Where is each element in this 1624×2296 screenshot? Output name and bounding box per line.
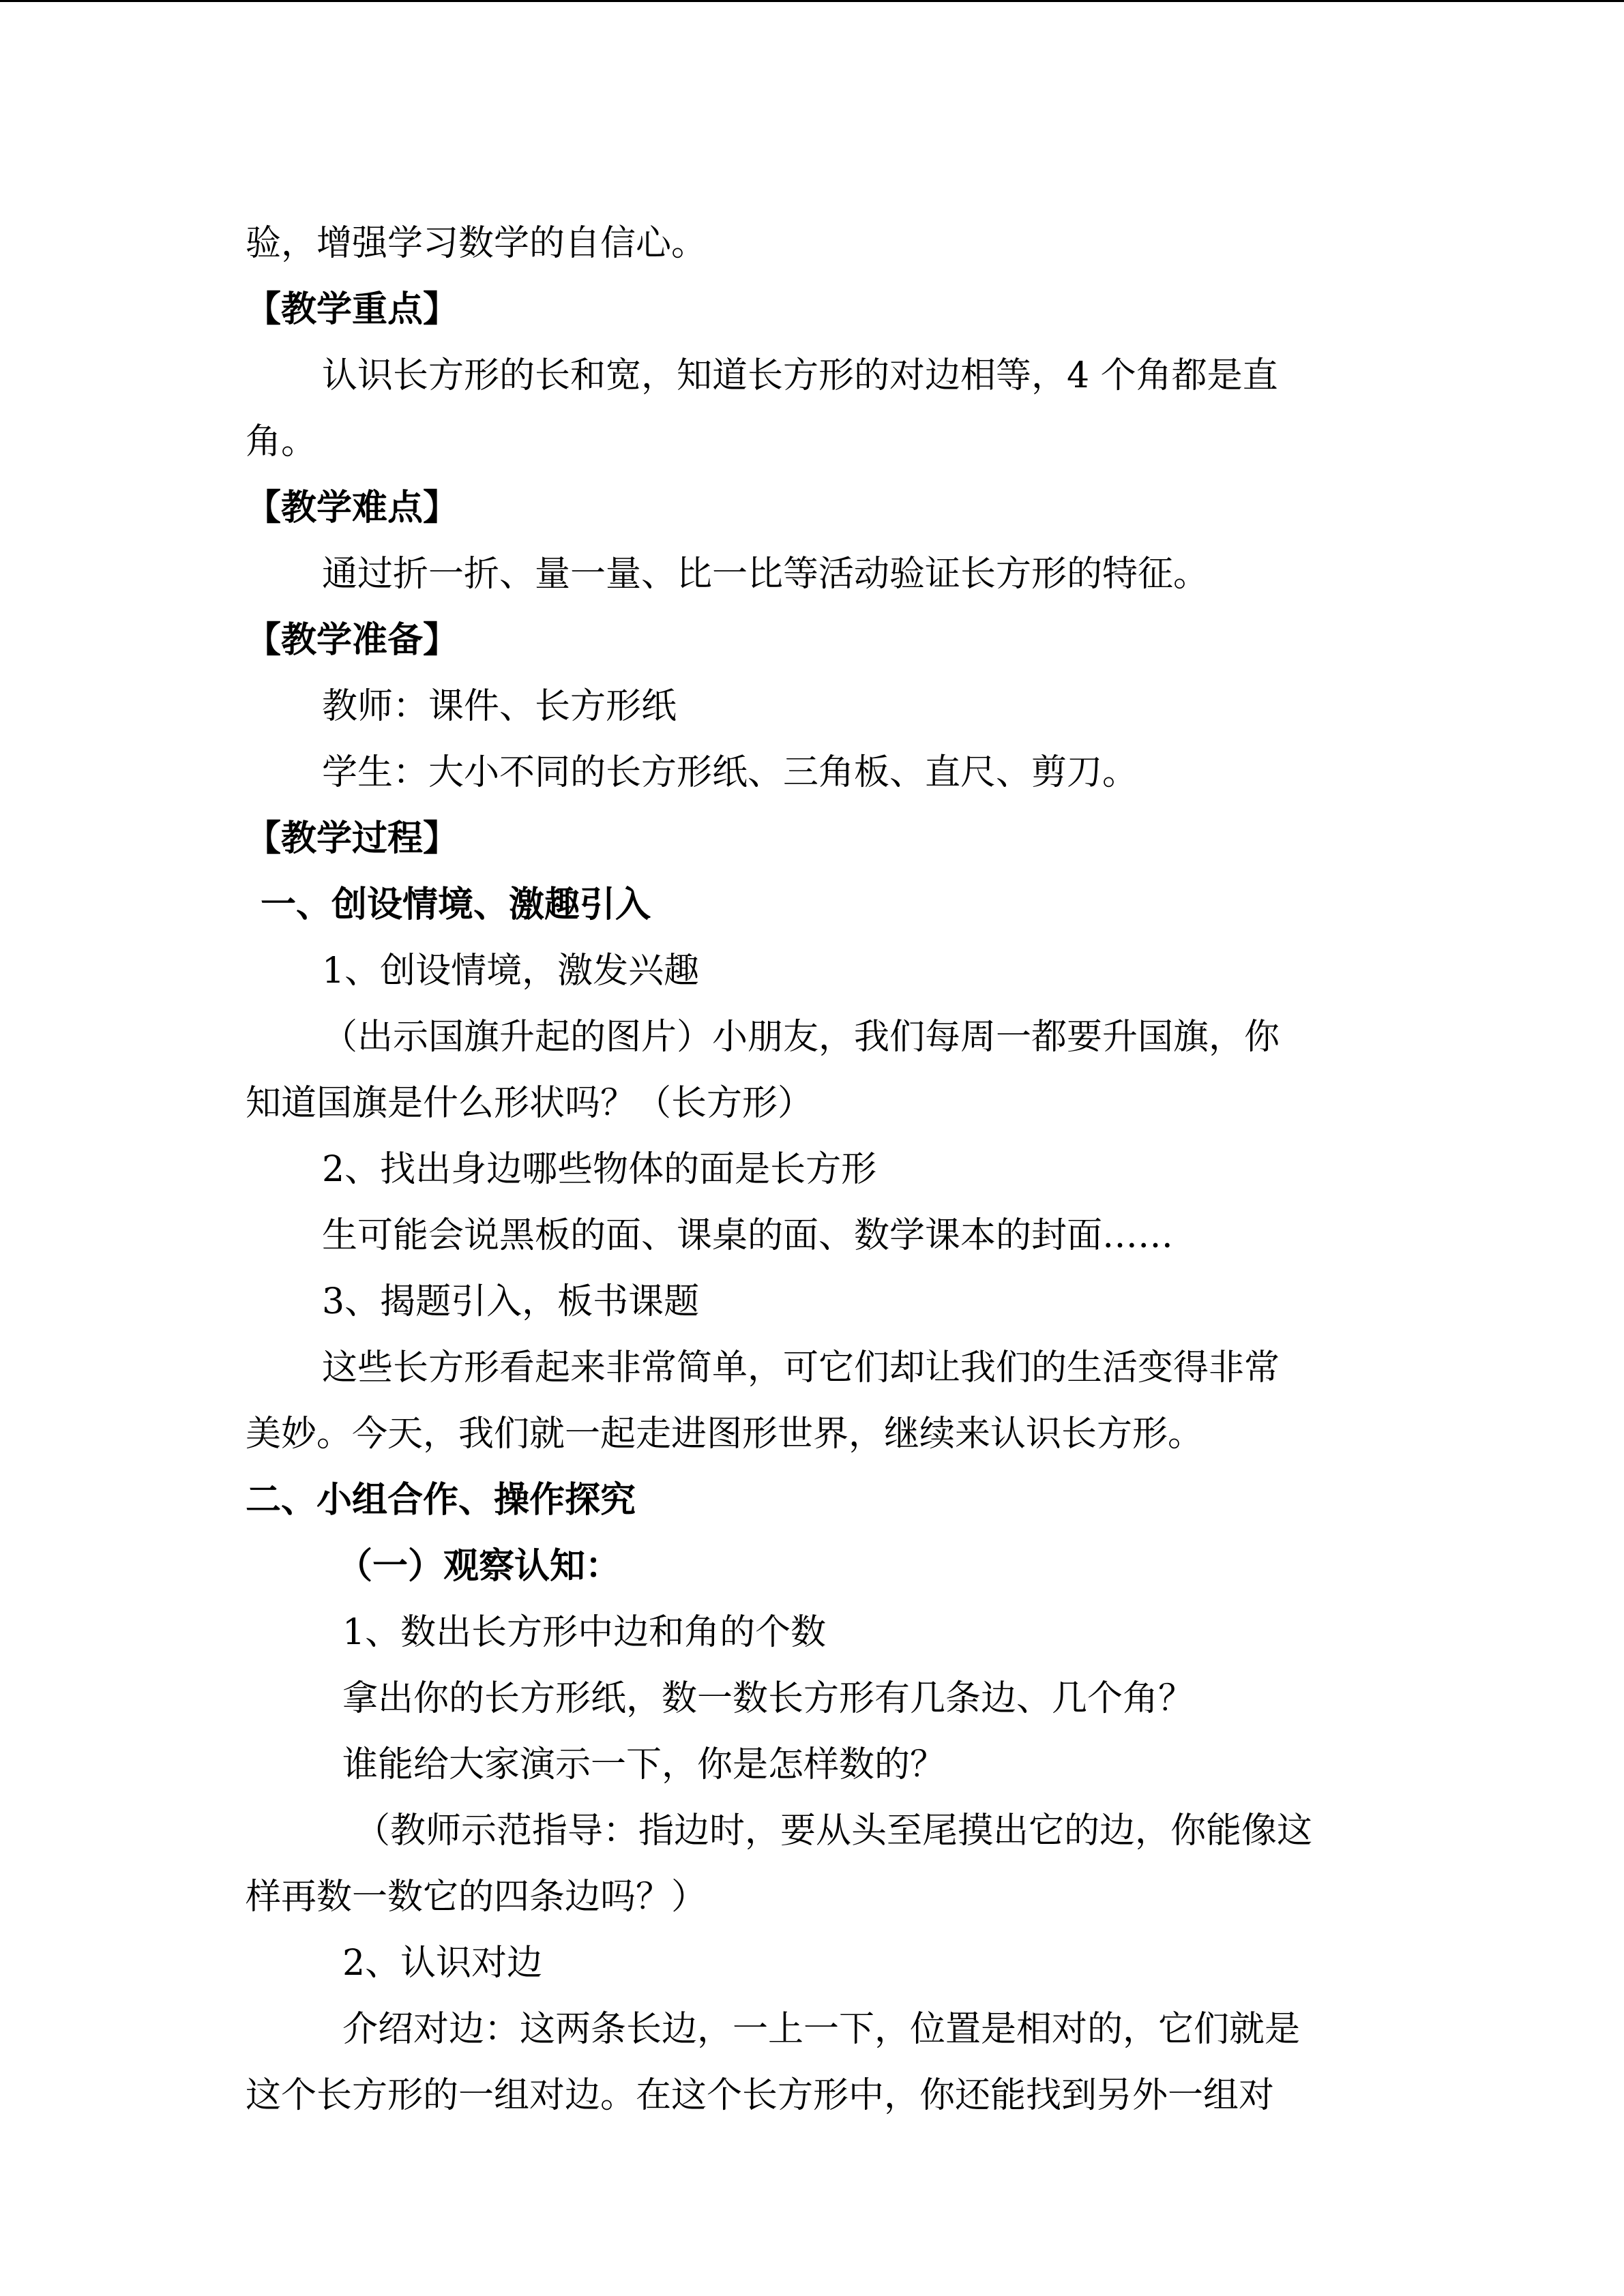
- section-heading: 【教学重点】: [246, 288, 459, 330]
- text-line: 学生：大小不同的长方形纸、三角板、直尺、剪刀。: [322, 752, 1138, 793]
- section-heading: 一、创设情境、激趣引入: [261, 884, 651, 925]
- text-line: 生可能会说黑板的面、课桌的面、数学课本的封面……: [322, 1215, 1174, 1256]
- text-line: 2、找出身边哪些物体的面是长方形: [322, 1149, 877, 1190]
- text-line: 谁能给大家演示一下，你是怎样数的？: [342, 1744, 946, 1785]
- text-line: 认识长方形的长和宽，知道长方形的对边相等，4 个角都是直: [322, 355, 1278, 396]
- section-heading: 【教学过程】: [246, 818, 459, 859]
- text-line: 验，增强学习数学的自信心。: [246, 223, 707, 264]
- text-line: 这个长方形的一组对边。在这个长方形中，你还能找到另外一组对: [246, 2075, 1275, 2116]
- section-heading: 二、小组合作、操作探究: [246, 1479, 636, 1521]
- text-line: （出示国旗升起的图片）小朋友，我们每周一都要升国旗，你: [322, 1017, 1280, 1058]
- top-border-line: [0, 0, 1624, 2]
- section-heading: （一）观察认知：: [337, 1545, 621, 1587]
- text-line: （教师示范指导：指边时，要从头至尾摸出它的边，你能像这: [355, 1810, 1313, 1851]
- text-line: 介绍对边：这两条长边，一上一下，位置是相对的，它们就是: [342, 2009, 1301, 2050]
- section-heading: 【教学难点】: [246, 487, 459, 528]
- text-line: 通过折一折、量一量、比一比等活动验证长方形的特征。: [322, 554, 1209, 595]
- text-line: 角。: [246, 421, 317, 462]
- text-line: 这些长方形看起来非常简单，可它们却让我们的生活变得非常: [322, 1347, 1280, 1388]
- text-line: 美妙。今天，我们就一起走进图形世界，继续来认识长方形。: [246, 1414, 1204, 1455]
- text-line: 1、创设情境，激发兴趣: [322, 951, 700, 992]
- text-line: 拿出你的长方形纸，数一数长方形有几条边、几个角？: [342, 1678, 1194, 1719]
- text-line: 1、数出长方形中边和角的个数: [342, 1612, 827, 1653]
- text-line: 知道国旗是什么形状吗？（长方形）: [246, 1083, 814, 1124]
- document-body: [246, 213, 1378, 2131]
- text-line: 样再数一数它的四条边吗？）: [246, 1877, 707, 1918]
- text-line: 教师：课件、长方形纸: [322, 686, 677, 727]
- section-heading: 【教学准备】: [246, 619, 459, 661]
- text-line: 3、揭题引入，板书课题: [322, 1281, 700, 1322]
- text-line: 2、认识对边: [342, 1943, 543, 1984]
